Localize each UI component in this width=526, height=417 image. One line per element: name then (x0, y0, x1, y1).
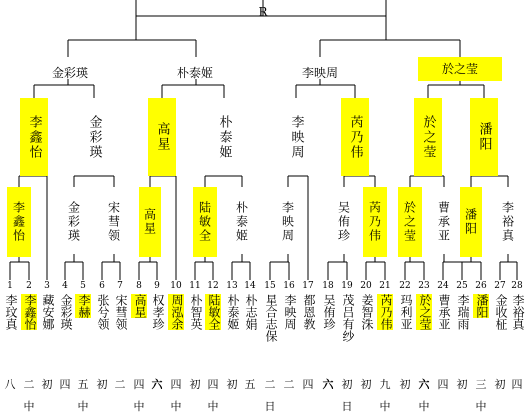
player-name: 茂吕有纱 (341, 294, 355, 342)
player-rank: 四 (302, 378, 314, 391)
player-country: 日 (264, 400, 276, 413)
quarterfinal-4: 朴泰姬 (216, 114, 232, 160)
root-label: R (258, 5, 268, 19)
player-rank: 初 (399, 378, 411, 391)
seed-number: 11 (189, 281, 201, 291)
player-name: 陆敏全 (207, 294, 221, 330)
player-name: 朴智英 (189, 294, 203, 330)
player-rank: 初 (96, 378, 108, 391)
round16-7: 李映周 (280, 201, 295, 243)
round16-9: 芮乃伟 (363, 187, 387, 257)
player-country: 中 (133, 400, 145, 413)
player-name: 姜智洙 (360, 294, 374, 330)
player-name: 玛利亚 (399, 294, 413, 330)
quarterfinal-7: 於之莹 (414, 98, 442, 176)
player-name: 曹承亚 (437, 294, 451, 330)
seed-number: 23 (418, 281, 430, 291)
seed-number: 14 (244, 281, 256, 291)
semifinalist-1: 金彩瑛 (51, 66, 88, 80)
player-name: 宋彗领 (114, 294, 128, 330)
player-rank: 二 (264, 378, 276, 391)
player-name: 金收柾 (494, 294, 508, 330)
player-rank: 六 (418, 378, 430, 391)
seed-number: 8 (136, 281, 142, 291)
player-rank: 四 (59, 378, 71, 391)
player-name: 朴泰姬 (226, 294, 240, 330)
player-name: 李瑞雨 (456, 294, 470, 330)
player-rank: 四 (437, 378, 449, 391)
player-rank: 初 (360, 378, 372, 391)
seed-number: 24 (437, 281, 449, 291)
seed-number: 20 (360, 281, 372, 291)
round16-4: 高星 (139, 187, 161, 257)
quarterfinal-5: 李映周 (288, 114, 304, 160)
player-rank: 四 (170, 378, 182, 391)
player-rank: 五 (77, 378, 89, 391)
player-name: 李鑫怡 (23, 294, 37, 330)
round16-8: 吴侑珍 (336, 201, 351, 243)
player-country: 日 (341, 400, 353, 413)
round16-5: 陆敏全 (193, 187, 217, 257)
player-country: 中 (379, 400, 391, 413)
round16-1: 李鑫怡 (7, 187, 31, 257)
player-name: 周泓余 (170, 294, 184, 330)
player-name: 金彩瑛 (59, 294, 73, 330)
player-name: 潘阳 (475, 294, 489, 318)
player-country: 中 (207, 400, 219, 413)
seed-number: 21 (379, 281, 391, 291)
seed-number: 7 (117, 281, 123, 291)
seed-number: 22 (399, 281, 411, 291)
round16-11: 曹承亚 (436, 201, 451, 243)
semifinalist-3: 李映周 (301, 66, 338, 80)
round16-13: 李裕真 (500, 201, 515, 243)
player-country: 中 (77, 400, 89, 413)
player-rank: 五 (244, 378, 256, 391)
player-rank: 六 (151, 378, 163, 391)
player-country: 中 (418, 400, 430, 413)
quarterfinal-3: 高星 (148, 98, 176, 176)
player-country: 中 (475, 400, 487, 413)
player-rank: 二 (23, 378, 35, 391)
player-name: 李映周 (283, 294, 297, 330)
seed-number: 1 (7, 281, 13, 291)
seed-number: 6 (99, 281, 105, 291)
seed-number: 5 (80, 281, 86, 291)
seed-number: 2 (26, 281, 32, 291)
seed-number: 16 (283, 281, 295, 291)
player-rank: 二 (283, 378, 295, 391)
player-rank: 四 (207, 378, 219, 391)
quarterfinal-1: 李鑫怡 (20, 98, 48, 176)
player-rank: 二 (114, 378, 126, 391)
player-rank: 初 (341, 378, 353, 391)
player-name: 都恩教 (302, 294, 316, 330)
quarterfinal-8: 潘阳 (470, 98, 498, 176)
seed-number: 12 (207, 281, 219, 291)
player-rank: 初 (456, 378, 468, 391)
player-rank: 八 (4, 378, 16, 391)
player-name: 李赫 (77, 294, 91, 318)
player-rank: 九 (379, 378, 391, 391)
player-name: 朴志娟 (244, 294, 258, 330)
round16-10: 於之莹 (398, 187, 422, 257)
player-name: 藏安娜 (41, 294, 55, 330)
player-country: 中 (170, 400, 182, 413)
seed-number: 13 (226, 281, 238, 291)
seed-number: 3 (44, 281, 50, 291)
player-rank: 四 (511, 378, 523, 391)
player-rank: 初 (41, 378, 53, 391)
player-rank: 三 (475, 378, 487, 391)
player-name: 高星 (133, 294, 147, 318)
quarterfinal-6: 芮乃伟 (341, 98, 369, 176)
player-name: 李裕真 (511, 294, 525, 330)
player-rank: 初 (494, 378, 506, 391)
semifinalist-2: 朴泰姬 (176, 66, 213, 80)
player-rank: 初 (226, 378, 238, 391)
seed-number: 27 (494, 281, 506, 291)
seed-number: 10 (170, 281, 182, 291)
round16-2: 金彩瑛 (66, 201, 81, 243)
round16-12: 潘阳 (460, 187, 482, 257)
seed-number: 25 (456, 281, 468, 291)
player-rank: 四 (133, 378, 145, 391)
seed-number: 26 (475, 281, 487, 291)
semifinalist-4: 於之莹 (418, 57, 502, 81)
player-name: 吴侑珍 (322, 294, 336, 330)
player-name: 星合志保 (264, 294, 278, 342)
player-rank: 六 (322, 378, 334, 391)
round16-3: 宋彗领 (106, 201, 121, 243)
player-name: 於之莹 (418, 294, 432, 330)
player-name: 张兮领 (96, 294, 110, 330)
seed-number: 18 (322, 281, 334, 291)
seed-number: 9 (154, 281, 160, 291)
player-country: 中 (23, 400, 35, 413)
quarterfinal-2: 金彩瑛 (86, 114, 102, 160)
player-rank: 初 (189, 378, 201, 391)
seed-number: 4 (62, 281, 68, 291)
seed-number: 28 (511, 281, 523, 291)
player-name: 李玟真 (4, 294, 18, 330)
player-name: 权孝珍 (151, 294, 165, 330)
player-name: 芮乃伟 (379, 294, 393, 330)
seed-number: 19 (341, 281, 353, 291)
seed-number: 15 (264, 281, 276, 291)
seed-number: 17 (302, 281, 314, 291)
round16-6: 朴泰姬 (234, 201, 249, 243)
